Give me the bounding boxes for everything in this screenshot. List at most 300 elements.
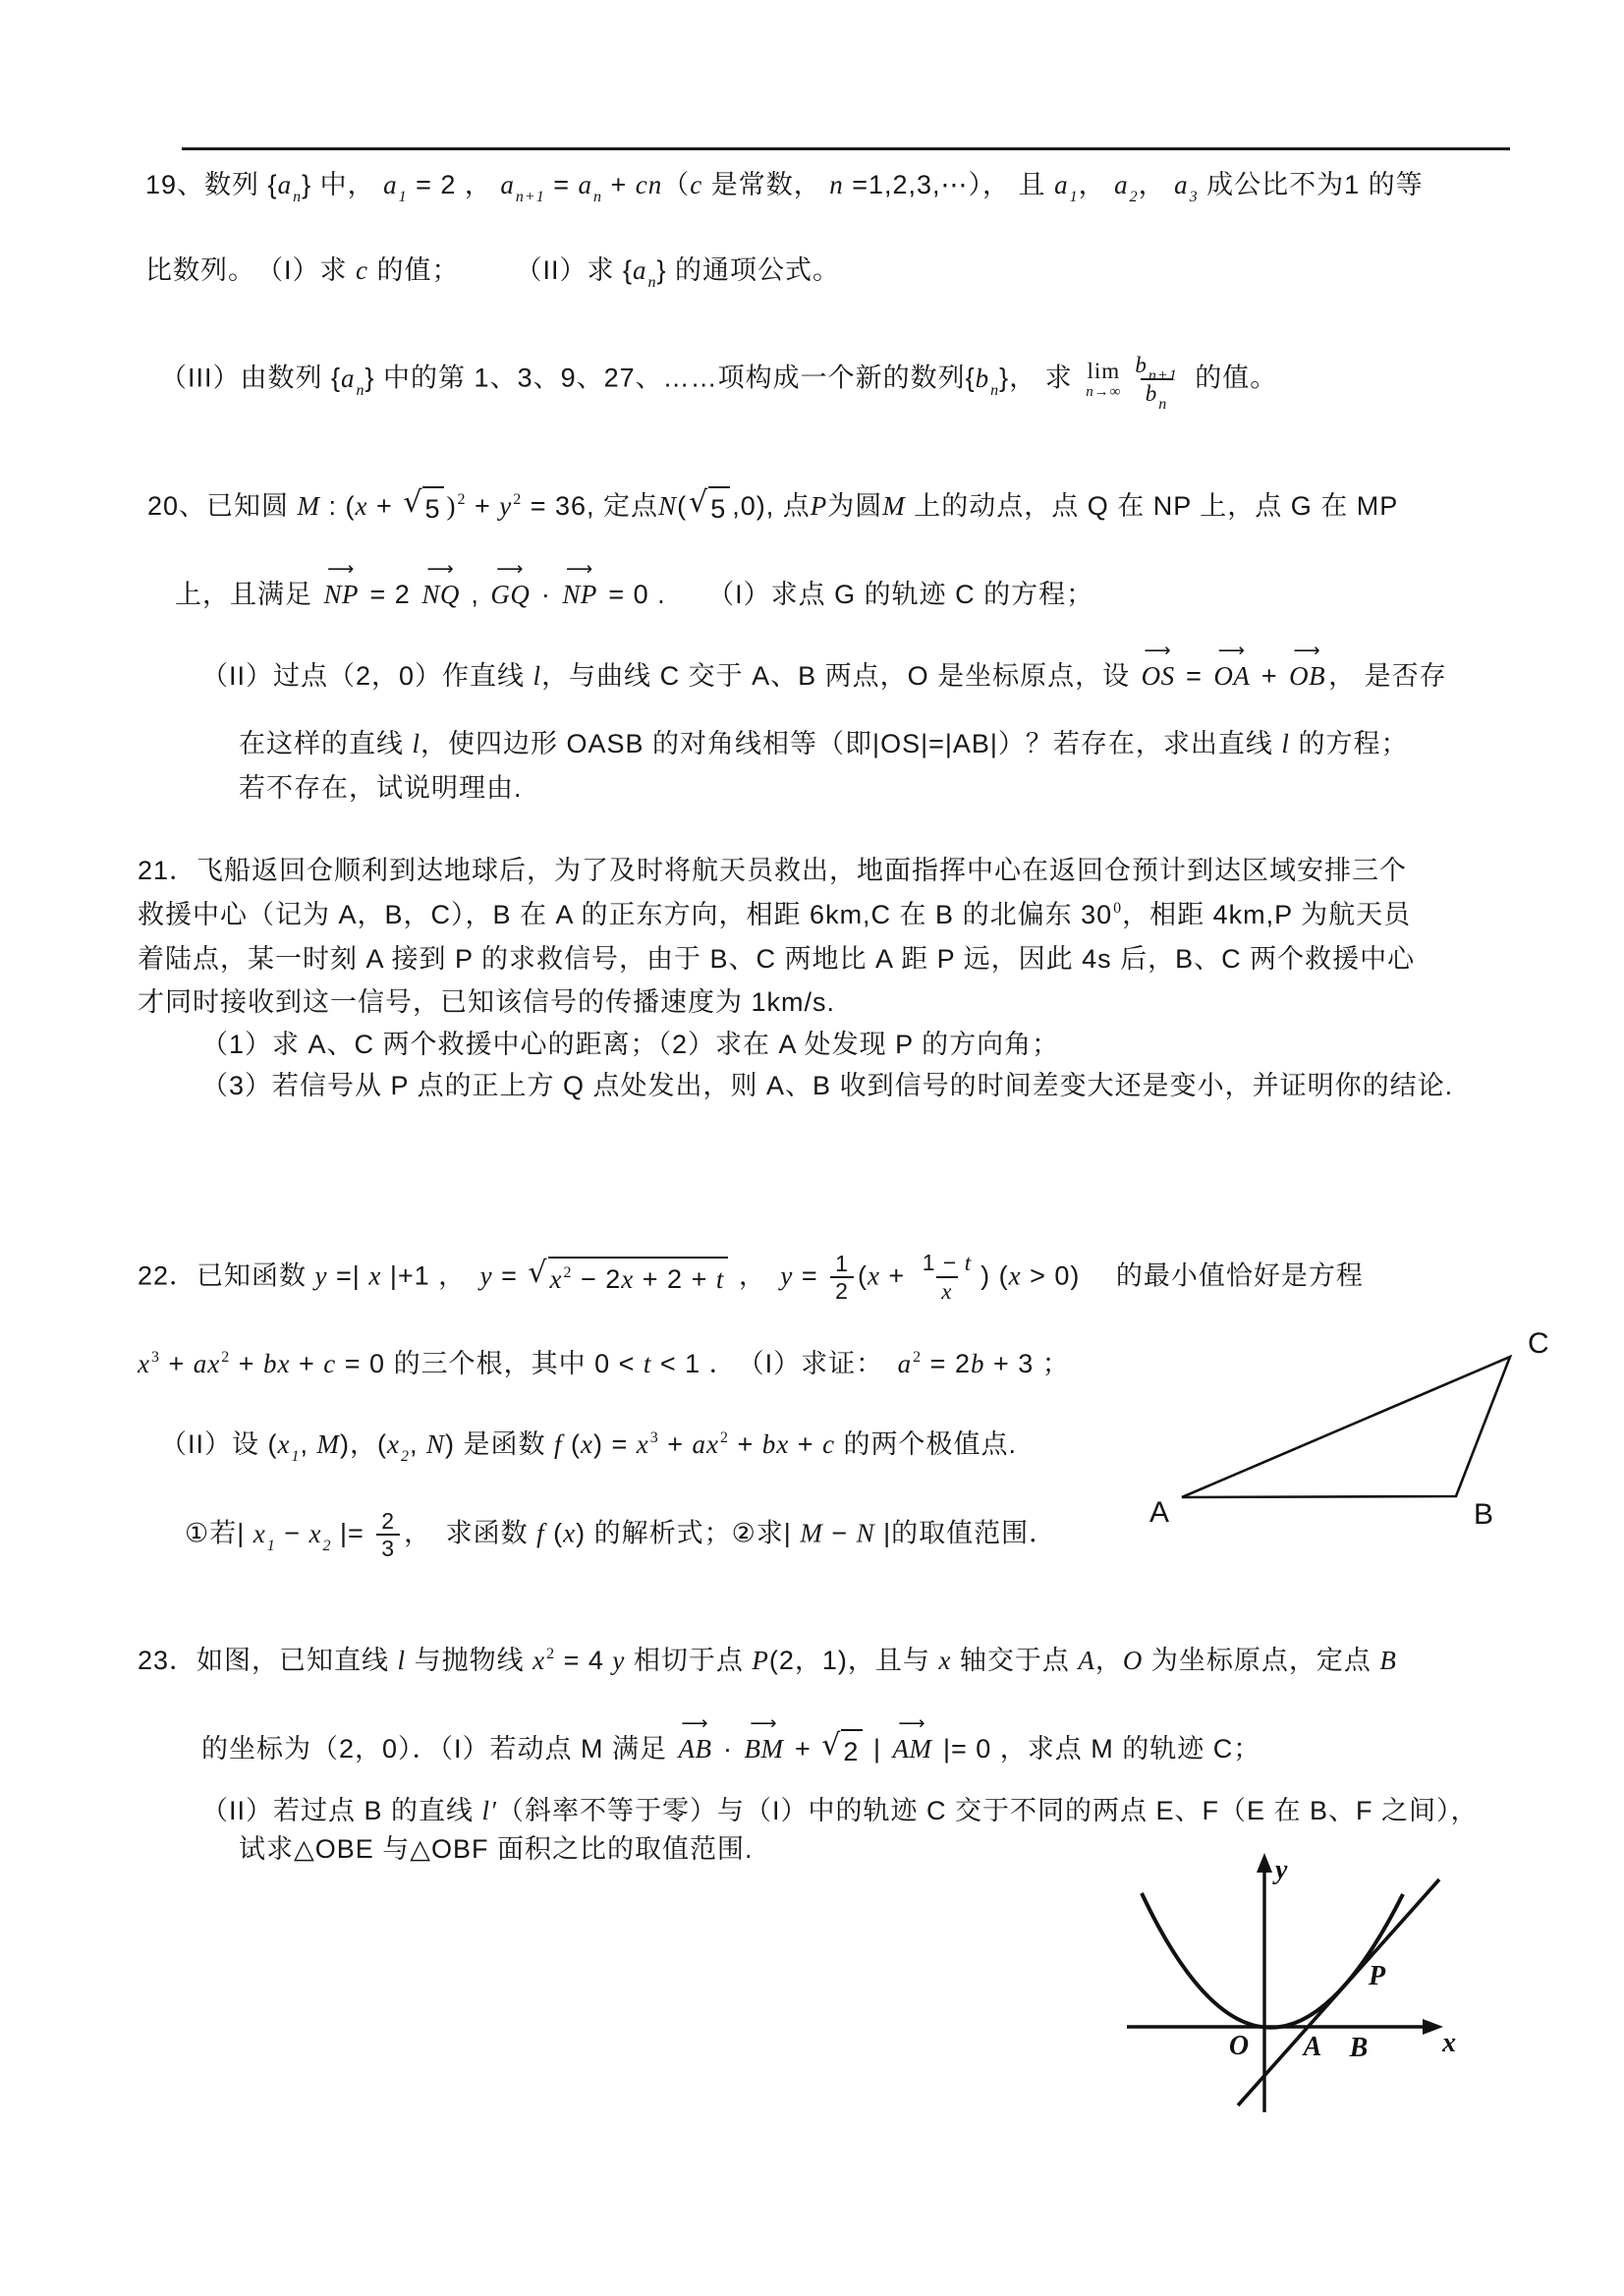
vector-arrow-icon: ⟶ (750, 1712, 778, 1734)
math-base: x (138, 1349, 150, 1378)
p22-line-3 (160, 1425, 1017, 1464)
text-run: ) = (593, 1429, 637, 1459)
vector-base: OA (1213, 661, 1251, 691)
text-run: 5 (710, 494, 727, 525)
text-run: − (275, 1518, 309, 1548)
p23-line-2 (201, 1712, 1261, 1771)
text-run: 试求△OBE 与△OBF 面积之比的取值范围. (239, 1834, 754, 1864)
vector-base: AM (892, 1734, 932, 1764)
text-run: , (409, 1429, 426, 1459)
text-run: + (1253, 661, 1287, 691)
math-var: c (323, 1349, 337, 1378)
math-base: a (578, 170, 592, 199)
text-run: > 0) 的最小值恰好是方程 (1021, 1260, 1364, 1291)
math-var: y (612, 1646, 626, 1675)
math-subscript: n (293, 189, 303, 205)
math-var: f (536, 1518, 545, 1548)
math-var: l (412, 729, 421, 758)
origin-label: O (1228, 2031, 1250, 2061)
text-run: ， 是否存 (1328, 661, 1447, 691)
text-run: + (230, 1349, 264, 1378)
math-base: b (1145, 381, 1158, 407)
text-run: ) ( (980, 1260, 1009, 1291)
text-run: 的坐标为（2，0）．（I）若动点 M 满足 (201, 1734, 676, 1764)
fraction (1130, 352, 1182, 414)
math-subscripted (308, 1518, 332, 1554)
math-base: a (383, 170, 398, 199)
math-superscripted (138, 1349, 160, 1378)
p19-line-1 (145, 165, 1424, 204)
math-superscripted (898, 1349, 923, 1378)
text-run: 才同时接收到这一信号，已知该信号的传播速度为 1km/s. (138, 987, 836, 1017)
math-var: l′ (481, 1796, 497, 1825)
text-run: ,0), 点 (732, 491, 811, 521)
text-run: （1）求 A、C 两个救援中心的距离；（2）求在 A 处发现 P 的方向角； (201, 1030, 1060, 1059)
math-var: l (532, 661, 542, 691)
math-superscripted (499, 491, 522, 521)
text-run: （3）若信号从 P 点的正上方 Q 点处发出，则 A、B 收到信号的时间差变大还是变小，并证明你的结论. (201, 1071, 1454, 1100)
math-var: l (397, 1646, 407, 1675)
math-subscripted (252, 1518, 276, 1554)
math-var: bx (761, 1429, 790, 1459)
math-var: A (1078, 1646, 1095, 1675)
text-run: 上，且满足 (175, 580, 321, 609)
math-superscript: 2 (720, 1429, 730, 1446)
text-run: | (865, 1734, 890, 1764)
text-run: ( (562, 1429, 582, 1459)
math-var: y (479, 1260, 493, 1291)
text-run: = 0 的三个根，其中 0 < (336, 1349, 644, 1378)
math-var: x (355, 491, 368, 521)
fraction-numerator (1130, 352, 1182, 384)
text-run: ， (1094, 1646, 1123, 1675)
math-base: a (1114, 170, 1129, 199)
vector-arrow-icon: ⟶ (898, 1712, 926, 1734)
math-base: x (277, 1429, 291, 1459)
parabola-curve (1142, 1893, 1403, 2028)
text-run: + (729, 1429, 762, 1459)
text-run: · (532, 580, 560, 609)
math-base: a (500, 170, 515, 199)
math-var: cn (635, 170, 663, 199)
text-run: 为圆 (827, 491, 883, 521)
math-var: M (297, 491, 321, 521)
text-run: 的值。 (1186, 363, 1278, 393)
square-root (689, 486, 730, 529)
p22-line-1 (138, 1250, 1364, 1306)
text-run: − (822, 1518, 857, 1548)
math-subscripted (277, 170, 303, 205)
math-subscript: 1 (1069, 189, 1079, 205)
vector-base: OS (1141, 661, 1175, 691)
axis-label-y: y (1275, 1855, 1288, 1885)
math-var: t (715, 1263, 725, 1294)
text-run: ， 求函数 (404, 1518, 537, 1548)
text-run: （II）过点（2，0）作直线 (201, 661, 533, 691)
text-run: =1,2,3,⋯）， 且 (843, 170, 1055, 199)
text-run: } 的通项公式。 (656, 255, 841, 285)
math-var: c (356, 255, 368, 285)
math-subscript: n+1 (515, 189, 545, 205)
text-run: 1 − (922, 1250, 965, 1275)
square-root (821, 1729, 863, 1771)
math-subscripted (1145, 380, 1168, 414)
math-superscript: 2 (221, 1349, 231, 1366)
math-var: b (970, 1349, 985, 1378)
vector (323, 558, 360, 614)
p20-line-3 (201, 640, 1447, 696)
math-subscripted (578, 170, 602, 205)
radicand (422, 486, 444, 529)
text-run: } 中， (302, 170, 384, 199)
text-run: = (1177, 661, 1211, 691)
math-var: x (867, 1260, 880, 1291)
fraction-denominator (376, 1534, 400, 1561)
math-var: M (882, 491, 906, 521)
text-run: , (462, 580, 488, 609)
fraction-denominator (830, 1276, 854, 1304)
vector (490, 558, 531, 614)
math-base: b (975, 363, 990, 393)
vector (678, 1712, 712, 1768)
math-subscript: 2 (322, 1537, 332, 1554)
text-run: = 4 (555, 1646, 613, 1675)
text-run: 23．如图，已知直线 (138, 1646, 398, 1675)
p19-line-3 (160, 352, 1278, 414)
radical-icon: √ (403, 485, 423, 521)
text-run: （II）设 ( (160, 1429, 278, 1459)
p21-para-4 (138, 982, 835, 1022)
math-base: x (252, 1518, 266, 1548)
text-run: = 2 (922, 1349, 971, 1378)
math-var: M (800, 1518, 823, 1548)
text-run: 上的动点，点 Q 在 NP 上，点 G 在 MP (905, 491, 1399, 521)
math-subscripted (1054, 170, 1079, 205)
math-var: f (554, 1429, 563, 1459)
limit-under: n→∞ (1086, 383, 1122, 400)
text-run: ( (544, 1518, 564, 1548)
vector-base: AB (678, 1734, 712, 1764)
radical-icon: √ (821, 1728, 842, 1764)
limit (1086, 360, 1121, 400)
text-run: − 2 (572, 1263, 622, 1294)
vector-base: OB (1289, 661, 1326, 691)
vector-base: NP (323, 580, 360, 609)
fraction-denominator (936, 1276, 957, 1305)
text-run: 的方程； (1289, 729, 1409, 758)
fraction (830, 1251, 854, 1305)
text-run: = (793, 1260, 827, 1291)
text-run: ，与曲线 C 交于 A、B 两点，O 是坐标原点，设 (541, 661, 1139, 691)
math-base: x (308, 1518, 322, 1548)
math-var: t (964, 1251, 973, 1275)
radical-icon: √ (689, 485, 709, 521)
point-label-p: P (1369, 1961, 1386, 1991)
y-axis-arrowhead (1257, 1853, 1272, 1873)
math-base: y (499, 491, 513, 521)
p23-line-1 (138, 1641, 1397, 1680)
text-run: 着陆点，某一时刻 A 接到 P 的求救信号，由于 B、C 两地比 A 距 P 远，因此 4s 后，B、C 两个救援中心 (138, 944, 1416, 974)
math-base: a (277, 170, 293, 199)
text-run: ①若| (185, 1518, 253, 1548)
text-run: ，相距 4km,P 为航天员 (1122, 900, 1412, 929)
text-run: |= (331, 1518, 373, 1548)
vector-arrow-icon: ⟶ (426, 558, 455, 580)
math-base: a (897, 1349, 913, 1378)
p20-line-2 (175, 558, 1094, 614)
math-superscript: 0 (1113, 900, 1123, 917)
text-run: = (492, 1260, 527, 1291)
math-base: x (386, 1429, 400, 1459)
text-run: = (544, 170, 579, 199)
math-var: x (581, 1429, 593, 1459)
math-superscripted (532, 1646, 555, 1675)
text-run: 若不存在，试说明理由. (239, 773, 523, 803)
text-run: 是常数， (702, 170, 830, 199)
math-subscript: n (356, 381, 365, 399)
text-run: + 3 ； (984, 1349, 1070, 1378)
text-run: + (367, 491, 402, 521)
math-superscript: 2 (563, 1263, 573, 1281)
p21-para-3 (138, 939, 1415, 979)
math-var: x (621, 1263, 635, 1294)
math-base: ) (446, 491, 457, 521)
fraction (376, 1508, 400, 1562)
text-run: |的取值范围． (874, 1518, 1057, 1548)
math-subscripted (633, 255, 657, 291)
text-run: （斜率不等于零）与（I）中的轨迹 C 交于不同的两点 E、F（E 在 B、F 之间）， (496, 1796, 1479, 1825)
text-run: }， 求 (999, 363, 1082, 393)
text-run: = 2 ， (407, 170, 501, 199)
math-subscripted (1135, 352, 1178, 384)
math-subscripted (500, 170, 545, 205)
fraction-denominator (1141, 378, 1173, 414)
math-superscript: 2 (513, 491, 523, 508)
text-run: ( (857, 1260, 868, 1291)
point-label-a: A (1303, 2032, 1322, 2062)
text-run: 2 (381, 1508, 396, 1534)
vector-arrow-icon: ⟶ (565, 558, 594, 580)
math-var: x (941, 1279, 953, 1305)
math-var: x (368, 1260, 382, 1291)
math-base: a (341, 363, 356, 393)
math-var: N (856, 1518, 875, 1548)
vector (1289, 640, 1326, 696)
math-subscript: 2 (1129, 189, 1139, 205)
text-run: |+1 ， (381, 1260, 480, 1291)
p23-line-3 (201, 1791, 1478, 1830)
text-run: + (658, 1429, 693, 1459)
parabola-figure (1076, 1845, 1513, 2130)
radicand (548, 1257, 729, 1299)
text-run: 5 (424, 494, 441, 525)
text-run: ， (1138, 170, 1175, 199)
vector-base: NQ (421, 580, 460, 609)
math-subscript: n (647, 274, 657, 291)
text-run: 的值； （II）求 { (368, 255, 634, 285)
math-var: c (822, 1429, 836, 1459)
vector (421, 558, 460, 614)
text-run: ) 是函数 (445, 1429, 554, 1459)
p21-para-2 (138, 895, 1411, 934)
text-run: （III）由数列 { (160, 363, 342, 393)
math-var: P (752, 1646, 769, 1675)
fraction (918, 1250, 977, 1306)
p23-line-4 (239, 1829, 754, 1869)
text-run: 的两个极值点. (835, 1429, 1018, 1459)
math-subscript: 3 (1189, 189, 1199, 205)
math-subscripted (277, 1429, 301, 1465)
text-run: + 2 + (634, 1263, 716, 1294)
point-label-b: B (1349, 2033, 1369, 2063)
text-run: } 中的第 1、3、9、27、……项构成一个新的数列{ (364, 363, 976, 393)
text-run: 相切于点 (625, 1646, 753, 1675)
text-run: ( (677, 491, 688, 521)
vector (744, 1712, 784, 1768)
text-run: + (879, 1260, 914, 1291)
math-var: N (425, 1429, 445, 1459)
math-subscripted (383, 170, 408, 205)
text-run: （II）若过点 B 的直线 (201, 1796, 482, 1825)
text-run: （ (662, 170, 691, 199)
p21-para-1 (138, 851, 1407, 890)
math-var: bx (263, 1349, 291, 1378)
text-run: = 2 (362, 580, 420, 609)
text-run: + (466, 491, 500, 521)
math-superscripted (1112, 900, 1122, 929)
math-var: t (643, 1349, 652, 1378)
math-var: x (938, 1646, 952, 1675)
p22-line-2 (138, 1344, 1070, 1383)
math-subscript: 1 (266, 1537, 276, 1554)
text-run: ，使四边形 OASB 的对角线相等（即|OS|=|AB|）？若存在，求出直线 (420, 729, 1282, 758)
math-base: a (1054, 170, 1069, 199)
triangle-outline (1182, 1357, 1510, 1497)
text-run: 在这样的直线 (239, 729, 413, 758)
math-base: x (207, 1349, 221, 1378)
math-subscript: 1 (291, 1448, 301, 1465)
p21-sub-1 (201, 1025, 1059, 1064)
math-superscript: 2 (913, 1349, 923, 1366)
vector-base: BM (744, 1734, 784, 1764)
text-run: 19、数列 { (145, 170, 278, 199)
vector (562, 558, 597, 614)
vector-arrow-icon: ⟶ (1217, 640, 1246, 661)
text-run: 比数列。 （I）求 (145, 255, 357, 285)
triangle-label-a: A (1149, 1496, 1170, 1529)
text-run: 22．已知函数 (138, 1260, 315, 1291)
math-var: x (563, 1518, 577, 1548)
radicand (708, 486, 730, 529)
math-base: x (549, 1263, 563, 1294)
math-base: x (636, 1429, 649, 1459)
triangle-figure (1120, 1312, 1601, 1542)
text-run: + (290, 1349, 324, 1378)
text-run: 21．飞船返回仓顺利到达地球后，为了及时将航天员救出，地面指挥中心在返回仓预计到达区域安排三个 (138, 856, 1408, 885)
text-run: : ( (320, 491, 356, 521)
math-subscripted (1174, 170, 1199, 205)
math-subscripted (1114, 170, 1139, 205)
math-var: c (690, 170, 703, 199)
vector (1141, 640, 1175, 696)
math-superscripted (706, 1429, 729, 1459)
text-run: )，( (340, 1429, 387, 1459)
math-var: y (314, 1260, 328, 1291)
math-subscript: n (592, 189, 602, 205)
text-run: 为坐标原点，定点 (1143, 1646, 1380, 1675)
math-subscript: n (990, 381, 1000, 399)
math-base: a (1174, 170, 1189, 199)
radicand (841, 1729, 863, 1771)
vector-base: GQ (490, 580, 531, 609)
fraction-numerator (376, 1508, 400, 1534)
math-var: x (1008, 1260, 1022, 1291)
square-root (403, 486, 444, 529)
math-subscript: 2 (400, 1448, 410, 1465)
text-run: 3 (381, 1536, 396, 1562)
p19-line-2 (145, 251, 840, 290)
text-run: + (159, 1349, 194, 1378)
math-var: P (810, 491, 828, 521)
vector-arrow-icon: ⟶ (1144, 640, 1172, 661)
radical-icon: √ (528, 1255, 548, 1290)
p20-line-5 (239, 768, 523, 808)
p22-line-4 (185, 1508, 1056, 1562)
triangle-label-b: B (1474, 1498, 1494, 1531)
text-run: 轴交于点 (951, 1646, 1079, 1675)
text-run: ) 的解析式；②求| (576, 1518, 801, 1548)
math-superscript: 2 (546, 1646, 556, 1662)
math-var: a (193, 1349, 208, 1378)
vector (892, 1712, 932, 1768)
text-run: + (601, 170, 636, 199)
square-root (528, 1257, 728, 1299)
math-base: a (633, 255, 647, 285)
math-superscripted (550, 1264, 573, 1294)
math-superscript: 2 (457, 491, 467, 508)
vector-arrow-icon: ⟶ (496, 558, 525, 580)
axis-label-x: x (1442, 2028, 1456, 2058)
p20-line-1 (147, 486, 1398, 529)
math-var: y (780, 1260, 794, 1291)
text-run: =| (327, 1260, 369, 1291)
text-run: < 1 ． （I）求证： (651, 1349, 898, 1378)
text-run: = 0 . （I）求点 G 的轨迹 C 的方程； (599, 580, 1094, 609)
math-superscript: 3 (649, 1429, 659, 1446)
top-divider-rule (182, 147, 1510, 150)
math-subscript: 1 (398, 189, 408, 205)
text-run: + (789, 1429, 823, 1459)
fraction-numerator (830, 1251, 854, 1276)
text-run: ， (730, 1260, 781, 1291)
math-var: N (658, 491, 678, 521)
vector-arrow-icon: ⟶ (1293, 640, 1321, 661)
math-subscript: n (1158, 396, 1168, 414)
math-superscript: 3 (150, 1349, 160, 1366)
text-run: 与抛物线 (406, 1646, 533, 1675)
text-run: 救援中心（记为 A，B，C），B 在 A 的正东方向，相距 6km,C 在 B 的北偏东 30 (138, 900, 1113, 929)
p21-sub-2 (201, 1066, 1453, 1105)
math-subscript: n+1 (1148, 367, 1178, 384)
tangent-line (1238, 1879, 1439, 2105)
vector (1213, 640, 1251, 696)
math-base: b (1135, 353, 1148, 377)
x-axis-arrowhead (1423, 2019, 1443, 2035)
limit-operator: lim (1087, 358, 1121, 383)
text-run: 20、已知圆 (147, 491, 298, 521)
math-var: B (1379, 1646, 1397, 1675)
fraction-numerator (918, 1250, 977, 1276)
